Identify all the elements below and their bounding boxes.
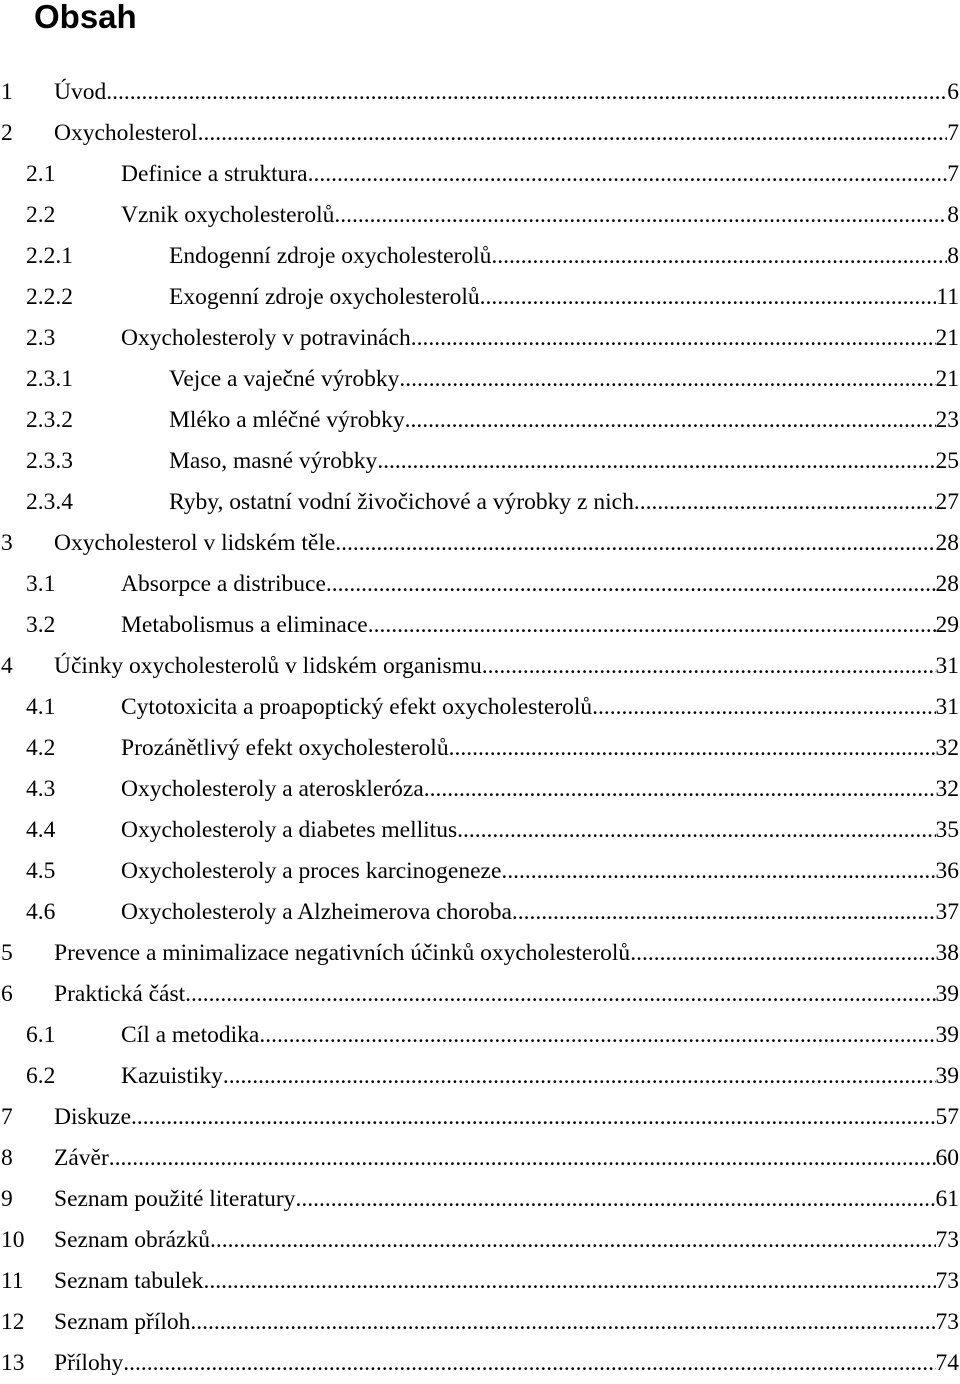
toc-entry[interactable]	[0, 318, 960, 359]
toc-entry-page[interactable]: 37	[936, 892, 960, 933]
toc-dot-leader	[630, 933, 935, 974]
toc-entry-title[interactable]: Oxycholesterol v lidském těle	[54, 523, 335, 564]
toc-dot-leader	[295, 1179, 935, 1220]
toc-dot-leader	[405, 400, 936, 441]
toc-entry[interactable]	[0, 974, 960, 1015]
toc-entry-title[interactable]: Účinky oxycholesterolů v lidském organismu	[54, 646, 482, 687]
toc-entry-number: 4	[0, 646, 54, 687]
toc-entry-page[interactable]: 21	[936, 359, 960, 400]
toc-entry[interactable]	[0, 1261, 960, 1302]
toc-dot-leader	[123, 1343, 935, 1384]
toc-entry-title[interactable]: Závěr	[54, 1138, 109, 1179]
toc-dot-leader	[449, 728, 936, 769]
toc-dot-leader	[210, 1220, 936, 1261]
toc-entry-page[interactable]: 7	[947, 154, 960, 195]
toc-entry-number: 3.2	[0, 605, 121, 646]
toc-entry-title[interactable]: Oxycholesteroly a diabetes mellitus	[121, 810, 457, 851]
toc-entry[interactable]	[0, 851, 960, 892]
toc-dot-leader	[185, 974, 935, 1015]
toc-dot-leader	[377, 441, 935, 482]
toc-entry-number: 4.4	[0, 810, 121, 851]
toc-entry-page[interactable]: 6	[947, 72, 960, 113]
toc-entry-number: 2.2	[0, 195, 121, 236]
toc-entry-number: 6	[0, 974, 54, 1015]
toc-entry[interactable]	[0, 1343, 960, 1384]
toc-entry-title[interactable]: Vznik oxycholesterolů	[121, 195, 334, 236]
toc-entry-title[interactable]: Vejce a vaječné výrobky	[169, 359, 399, 400]
toc-entry-page[interactable]: 39	[936, 1015, 960, 1056]
toc-entry-page[interactable]: 31	[936, 646, 960, 687]
toc-entry-number: 6.2	[0, 1056, 121, 1097]
toc-entry-page[interactable]: 25	[936, 441, 960, 482]
toc-entry-number: 2.3	[0, 318, 121, 359]
toc-entry-number: 4.6	[0, 892, 121, 933]
toc-dot-leader	[411, 318, 936, 359]
toc-dot-leader	[512, 892, 936, 933]
toc-dot-leader	[223, 1056, 936, 1097]
toc-dot-leader	[399, 359, 935, 400]
toc-entry-page[interactable]: 8	[947, 236, 960, 277]
toc-entry-page[interactable]: 35	[936, 810, 960, 851]
toc-dot-leader	[203, 1261, 935, 1302]
toc-dot-leader	[368, 605, 936, 646]
toc-entry-number: 2.3.1	[0, 359, 169, 400]
toc-entry-page[interactable]: 73	[936, 1261, 960, 1302]
toc-entry-number: 3	[0, 523, 54, 564]
toc-entry-page[interactable]: 32	[936, 728, 960, 769]
toc-entry[interactable]	[0, 154, 960, 195]
toc-entry[interactable]	[0, 523, 960, 564]
toc-entry-number: 2.3.3	[0, 441, 169, 482]
toc-entry-page[interactable]: 36	[936, 851, 960, 892]
toc-entry[interactable]	[0, 277, 960, 318]
toc-entry-page[interactable]: 11	[936, 277, 960, 318]
toc-entry-page[interactable]: 60	[936, 1138, 960, 1179]
toc-entry[interactable]	[0, 1056, 960, 1097]
toc-entry-number: 5	[0, 933, 54, 974]
toc-entry-page[interactable]: 39	[936, 1056, 960, 1097]
toc-entry-page[interactable]: 61	[936, 1179, 960, 1220]
toc-entry[interactable]	[0, 810, 960, 851]
toc-entry-page[interactable]: 74	[936, 1343, 960, 1384]
toc-entry-number: 2.2.2	[0, 277, 169, 318]
toc-entry-title[interactable]: Diskuze	[54, 1097, 131, 1138]
toc-entry-page[interactable]: 21	[936, 318, 960, 359]
toc-dot-leader	[198, 113, 948, 154]
toc-entry-title[interactable]: Kazuistiky	[121, 1056, 223, 1097]
toc-entry-page[interactable]: 29	[936, 605, 960, 646]
toc-entry[interactable]	[0, 1015, 960, 1056]
toc-entry-number: 6.1	[0, 1015, 121, 1056]
toc-entry[interactable]	[0, 1179, 960, 1220]
toc-entry-title[interactable]: Oxycholesteroly a Alzheimerova choroba	[121, 892, 512, 933]
toc-entry-number: 2.3.2	[0, 400, 169, 441]
page-title: Obsah	[34, 0, 137, 34]
toc-entry-page[interactable]: 38	[936, 933, 960, 974]
toc-entry-page[interactable]: 57	[936, 1097, 960, 1138]
toc-entry-title[interactable]: Absorpce a distribuce	[121, 564, 326, 605]
toc-entry-title[interactable]: Praktická část	[54, 974, 185, 1015]
toc-entry-page[interactable]: 28	[936, 564, 960, 605]
toc-entry-title[interactable]: Oxycholesteroly a proces karcinogeneze	[121, 851, 501, 892]
toc-entry-title[interactable]: Maso, masné výrobky	[169, 441, 377, 482]
toc-dot-leader	[491, 236, 947, 277]
toc-dot-leader	[335, 523, 935, 564]
toc-entry[interactable]	[0, 687, 960, 728]
toc-entry-title[interactable]: Přílohy	[54, 1343, 123, 1384]
toc-entry-title[interactable]: Prevence a minimalizace negativních účinků oxycholesterolů	[54, 933, 630, 974]
toc-entry-number: 10	[0, 1220, 54, 1261]
toc-dot-leader	[326, 564, 936, 605]
toc-entry-title[interactable]: Oxycholesterol	[54, 113, 198, 154]
toc-entry-page[interactable]: 27	[936, 482, 960, 523]
toc-entry-number: 2.3.4	[0, 482, 169, 523]
toc-dot-leader	[634, 482, 936, 523]
toc-dot-leader	[190, 1302, 935, 1343]
toc-entry-title[interactable]: Seznam použité literatury	[54, 1179, 295, 1220]
toc-entry-title[interactable]: Oxycholesteroly a ateroskleróza	[121, 769, 424, 810]
toc-entry[interactable]	[0, 236, 960, 277]
toc-entry-page[interactable]: 31	[936, 687, 960, 728]
toc-entry[interactable]	[0, 564, 960, 605]
toc-entry-page[interactable]: 28	[936, 523, 960, 564]
toc-entry-page[interactable]: 73	[936, 1302, 960, 1343]
toc-dot-leader	[109, 1138, 936, 1179]
toc-entry-title[interactable]: Exogenní zdroje oxycholesterolů	[169, 277, 480, 318]
toc-entry-title[interactable]: Úvod	[54, 72, 106, 113]
toc-entry[interactable]	[0, 441, 960, 482]
toc-entry[interactable]	[0, 1097, 960, 1138]
toc-dot-leader	[106, 72, 947, 113]
toc-entry-title[interactable]: Definice a struktura	[121, 154, 308, 195]
toc-entry-title[interactable]: Seznam obrázků	[54, 1220, 210, 1261]
toc-entry[interactable]	[0, 605, 960, 646]
toc-entry[interactable]	[0, 1138, 960, 1179]
toc-dot-leader	[592, 687, 935, 728]
toc-entry-title[interactable]: Seznam příloh	[54, 1302, 190, 1343]
toc-entry-page[interactable]: 23	[936, 400, 960, 441]
toc-entry-number: 1	[0, 72, 54, 113]
toc-dot-leader	[334, 195, 947, 236]
toc-entry-number: 2.1	[0, 154, 121, 195]
toc-entry[interactable]	[0, 359, 960, 400]
toc-entry-title[interactable]: Ryby, ostatní vodní živočichové a výrobky z nich	[169, 482, 634, 523]
toc-entry-page[interactable]: 39	[936, 974, 960, 1015]
toc-dot-leader	[259, 1015, 935, 1056]
toc-entry-title[interactable]: Cíl a metodika	[121, 1015, 259, 1056]
toc-entry[interactable]	[0, 1220, 960, 1261]
toc-entry-number: 12	[0, 1302, 54, 1343]
toc-entry[interactable]	[0, 113, 960, 154]
toc-entry-number: 3.1	[0, 564, 121, 605]
toc-entry-title[interactable]: Endogenní zdroje oxycholesterolů	[169, 236, 491, 277]
table-of-contents	[0, 72, 960, 1384]
toc-dot-leader	[424, 769, 936, 810]
toc-entry-number: 8	[0, 1138, 54, 1179]
toc-entry[interactable]	[0, 72, 960, 113]
toc-entry-number: 4.2	[0, 728, 121, 769]
toc-entry-number: 2	[0, 113, 54, 154]
toc-entry-number: 11	[0, 1261, 54, 1302]
toc-entry-number: 4.5	[0, 851, 121, 892]
toc-entry[interactable]	[0, 482, 960, 523]
toc-entry-title[interactable]: Oxycholesteroly v potravinách	[121, 318, 411, 359]
toc-entry[interactable]	[0, 728, 960, 769]
toc-entry-number: 4.1	[0, 687, 121, 728]
toc-dot-leader	[482, 646, 936, 687]
toc-dot-leader	[308, 154, 948, 195]
toc-entry-title[interactable]: Mléko a mléčné výrobky	[169, 400, 405, 441]
toc-entry[interactable]	[0, 400, 960, 441]
toc-entry[interactable]	[0, 1302, 960, 1343]
toc-entry-number: 2.2.1	[0, 236, 169, 277]
toc-entry-page[interactable]: 32	[936, 769, 960, 810]
toc-entry-page[interactable]: 73	[936, 1220, 960, 1261]
toc-entry-title[interactable]: Metabolismus a eliminace	[121, 605, 368, 646]
toc-entry-title[interactable]: Cytotoxicita a proapoptický efekt oxycholesterolů	[121, 687, 592, 728]
toc-dot-leader	[480, 277, 937, 318]
toc-entry[interactable]	[0, 646, 960, 687]
toc-entry-title[interactable]: Prozánětlivý efekt oxycholesterolů	[121, 728, 449, 769]
toc-entry-number: 4.3	[0, 769, 121, 810]
toc-dot-leader	[131, 1097, 935, 1138]
toc-entry-page[interactable]: 8	[947, 195, 960, 236]
toc-entry-title[interactable]: Seznam tabulek	[54, 1261, 203, 1302]
toc-entry[interactable]	[0, 195, 960, 236]
toc-dot-leader	[457, 810, 935, 851]
toc-entry[interactable]	[0, 892, 960, 933]
toc-entry-number: 13	[0, 1343, 54, 1384]
toc-dot-leader	[501, 851, 935, 892]
toc-entry-page[interactable]: 7	[947, 113, 960, 154]
toc-entry-number: 7	[0, 1097, 54, 1138]
toc-entry[interactable]	[0, 933, 960, 974]
toc-entry-number: 9	[0, 1179, 54, 1220]
toc-entry[interactable]	[0, 769, 960, 810]
